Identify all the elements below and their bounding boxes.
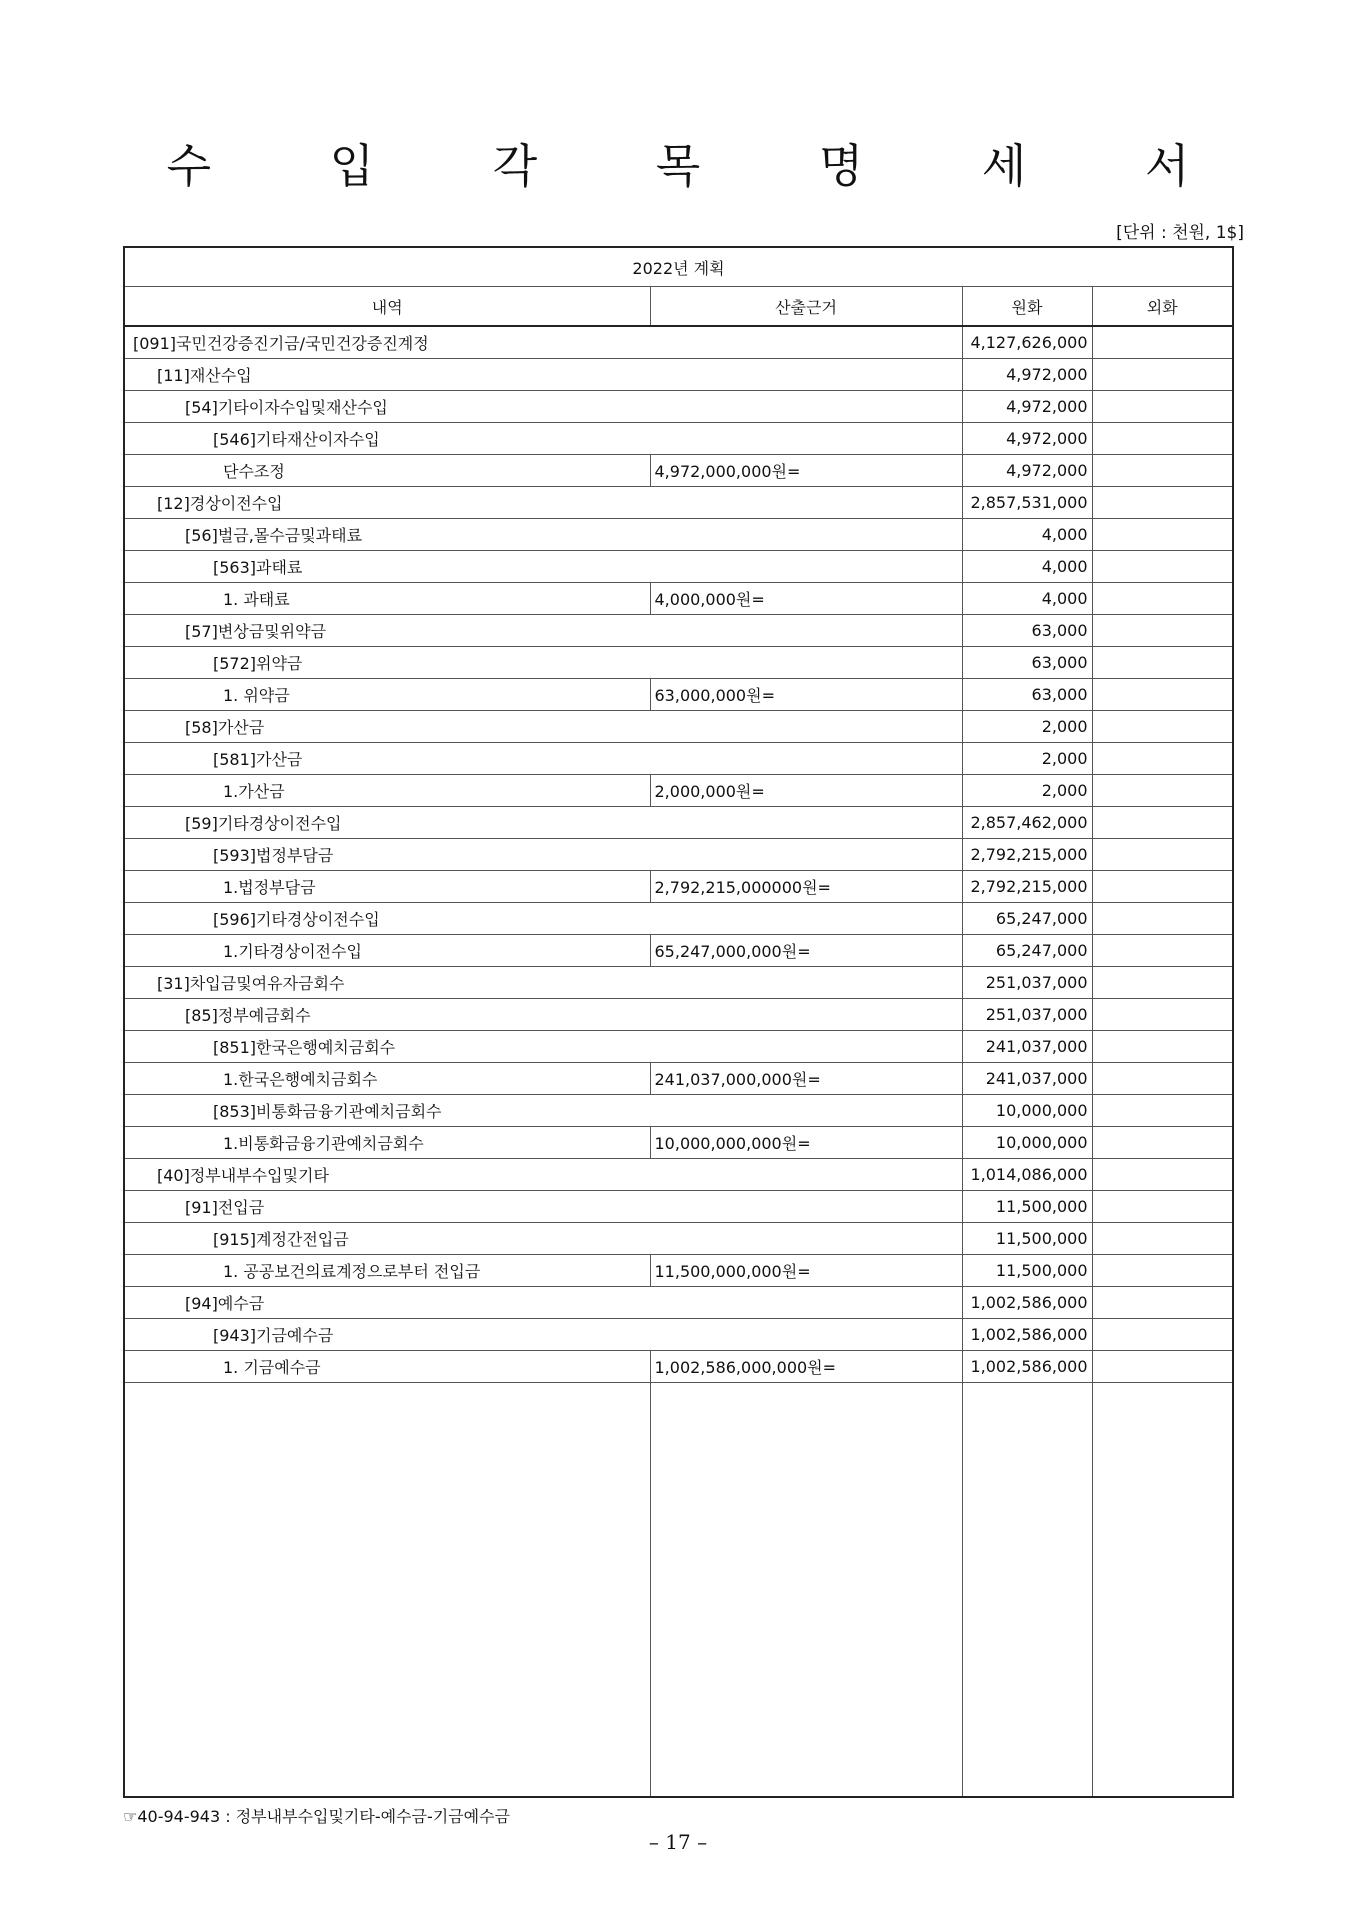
fx-cell [1092, 1319, 1232, 1351]
fx-cell [1092, 326, 1232, 359]
fx-cell [1092, 1223, 1232, 1255]
fx-cell [1092, 807, 1232, 839]
krw-cell: 4,000 [962, 551, 1092, 583]
table-row [125, 1191, 1232, 1223]
table-row [125, 1095, 1232, 1127]
fx-cell [1092, 775, 1232, 807]
item-cell: 1.비통화금융기관예치금회수 [125, 1127, 650, 1159]
table-row [125, 391, 1232, 423]
table-row [125, 551, 1232, 583]
item-cell: [11]재산수입 [125, 359, 962, 391]
item-cell: [57]변상금및위약금 [125, 615, 962, 647]
item-cell: [91]전입금 [125, 1191, 962, 1223]
krw-cell: 4,972,000 [962, 423, 1092, 455]
item-cell: [915]계정간전입금 [125, 1223, 962, 1255]
krw-cell: 11,500,000 [962, 1255, 1092, 1287]
basis-cell: 4,972,000,000원= [650, 455, 962, 487]
fx-cell [1092, 1127, 1232, 1159]
empty-cell [1092, 1383, 1232, 1797]
table-row [125, 519, 1232, 551]
fx-cell [1092, 423, 1232, 455]
fx-cell [1092, 1287, 1232, 1319]
table-row [125, 999, 1232, 1031]
fx-cell [1092, 583, 1232, 615]
item-cell: 1.한국은행예치금회수 [125, 1063, 650, 1095]
item-cell: [596]기타경상이전수입 [125, 903, 962, 935]
krw-cell: 4,972,000 [962, 359, 1092, 391]
table-row [125, 1287, 1232, 1319]
basis-cell: 11,500,000,000원= [650, 1255, 962, 1287]
table-row [125, 711, 1232, 743]
krw-cell: 2,857,462,000 [962, 807, 1092, 839]
table-row [125, 1031, 1232, 1063]
fx-cell [1092, 999, 1232, 1031]
krw-cell: 2,000 [962, 775, 1092, 807]
item-cell: [851]한국은행예치금회수 [125, 1031, 962, 1063]
table-row [125, 1223, 1232, 1255]
table-row [125, 359, 1232, 391]
krw-cell: 241,037,000 [962, 1031, 1092, 1063]
krw-cell: 10,000,000 [962, 1095, 1092, 1127]
fx-cell [1092, 519, 1232, 551]
item-cell: [853]비통화금융기관예치금회수 [125, 1095, 962, 1127]
fx-cell [1092, 455, 1232, 487]
item-cell: [091]국민건강증진기금/국민건강증진계정 [125, 326, 962, 359]
fx-cell [1092, 615, 1232, 647]
fx-cell [1092, 647, 1232, 679]
fx-cell [1092, 1063, 1232, 1095]
krw-cell: 1,014,086,000 [962, 1159, 1092, 1191]
column-header-basis: 산출근거 [650, 287, 962, 327]
item-cell: [572]위약금 [125, 647, 962, 679]
item-cell: 1.가산금 [125, 775, 650, 807]
fx-cell [1092, 551, 1232, 583]
basis-cell: 241,037,000,000원= [650, 1063, 962, 1095]
item-cell: [593]법정부담금 [125, 839, 962, 871]
krw-cell: 10,000,000 [962, 1127, 1092, 1159]
krw-cell: 4,000 [962, 583, 1092, 615]
fx-cell [1092, 967, 1232, 999]
basis-cell: 63,000,000원= [650, 679, 962, 711]
krw-cell: 63,000 [962, 615, 1092, 647]
krw-cell: 65,247,000 [962, 903, 1092, 935]
item-cell: [85]정부예금회수 [125, 999, 962, 1031]
revenue-detail-table [123, 246, 1234, 1798]
column-header-krw: 원화 [962, 287, 1092, 327]
table-row [125, 1255, 1232, 1287]
basis-cell: 2,792,215,000000원= [650, 871, 962, 903]
krw-cell: 11,500,000 [962, 1223, 1092, 1255]
table-row [125, 1351, 1232, 1383]
krw-cell: 241,037,000 [962, 1063, 1092, 1095]
table-row [125, 583, 1232, 615]
item-cell: 1. 과태료 [125, 583, 650, 615]
fx-cell [1092, 711, 1232, 743]
krw-cell: 4,972,000 [962, 391, 1092, 423]
krw-cell: 2,792,215,000 [962, 839, 1092, 871]
unit-label: [단위 : 천원, 1$] [1116, 223, 1244, 243]
empty-filler-row [125, 1383, 1232, 1797]
krw-cell: 1,002,586,000 [962, 1287, 1092, 1319]
krw-cell: 4,972,000 [962, 455, 1092, 487]
table-row [125, 1063, 1232, 1095]
krw-cell: 63,000 [962, 647, 1092, 679]
krw-cell: 2,000 [962, 743, 1092, 775]
item-cell: [54]기타이자수입및재산수입 [125, 391, 962, 423]
item-cell: 1. 위약금 [125, 679, 650, 711]
item-cell: [12]경상이전수입 [125, 487, 962, 519]
table-row [125, 1159, 1232, 1191]
fx-cell [1092, 1095, 1232, 1127]
empty-cell [125, 1383, 650, 1797]
krw-cell: 251,037,000 [962, 967, 1092, 999]
fx-cell [1092, 1191, 1232, 1223]
year-plan-header: 2022년 계획 [125, 248, 1232, 287]
page-number: – 17 – [648, 1830, 708, 1854]
table-row [125, 326, 1232, 359]
krw-cell: 4,000 [962, 519, 1092, 551]
item-cell: 1.기타경상이전수입 [125, 935, 650, 967]
krw-cell: 1,002,586,000 [962, 1351, 1092, 1383]
fx-cell [1092, 391, 1232, 423]
table-row [125, 903, 1232, 935]
table-row [125, 679, 1232, 711]
fx-cell [1092, 871, 1232, 903]
item-cell: [59]기타경상이전수입 [125, 807, 962, 839]
page-title: 수 입 각 목 명 세 서 [166, 139, 1242, 193]
basis-cell: 1,002,586,000,000원= [650, 1351, 962, 1383]
table-row [125, 1319, 1232, 1351]
fx-cell [1092, 487, 1232, 519]
item-cell: 1.법정부담금 [125, 871, 650, 903]
fx-cell [1092, 1159, 1232, 1191]
table-row [125, 487, 1232, 519]
krw-cell: 2,857,531,000 [962, 487, 1092, 519]
krw-cell: 11,500,000 [962, 1191, 1092, 1223]
fx-cell [1092, 839, 1232, 871]
table-row [125, 871, 1232, 903]
fx-cell [1092, 1255, 1232, 1287]
item-cell: [581]가산금 [125, 743, 962, 775]
table-row [125, 423, 1232, 455]
item-cell: [58]가산금 [125, 711, 962, 743]
item-cell: [31]차입금및여유자금회수 [125, 967, 962, 999]
basis-cell: 4,000,000원= [650, 583, 962, 615]
table-row [125, 615, 1232, 647]
column-header-item: 내역 [125, 287, 650, 327]
krw-cell: 1,002,586,000 [962, 1319, 1092, 1351]
item-cell: [56]벌금,몰수금및과태료 [125, 519, 962, 551]
item-cell: 1. 기금예수금 [125, 1351, 650, 1383]
table-row [125, 807, 1232, 839]
item-cell: [40]정부내부수입및기타 [125, 1159, 962, 1191]
krw-cell: 2,792,215,000 [962, 871, 1092, 903]
table-row [125, 775, 1232, 807]
fx-cell [1092, 1031, 1232, 1063]
fx-cell [1092, 743, 1232, 775]
krw-cell: 4,127,626,000 [962, 326, 1092, 359]
empty-cell [962, 1383, 1092, 1797]
footnote: ☞40-94-943 : 정부내부수입및기타-예수금-기금예수금 [123, 1807, 511, 1826]
item-cell: [563]과태료 [125, 551, 962, 583]
fx-cell [1092, 935, 1232, 967]
table-row [125, 455, 1232, 487]
fx-cell [1092, 679, 1232, 711]
fx-cell [1092, 903, 1232, 935]
fx-cell [1092, 359, 1232, 391]
item-cell: 1. 공공보건의료계정으로부터 전입금 [125, 1255, 650, 1287]
item-cell: 단수조정 [125, 455, 650, 487]
basis-cell: 2,000,000원= [650, 775, 962, 807]
item-cell: [546]기타재산이자수입 [125, 423, 962, 455]
empty-cell [650, 1383, 962, 1797]
krw-cell: 63,000 [962, 679, 1092, 711]
table-row [125, 839, 1232, 871]
krw-cell: 251,037,000 [962, 999, 1092, 1031]
table-row [125, 935, 1232, 967]
table-row [125, 647, 1232, 679]
fx-cell [1092, 1351, 1232, 1383]
item-cell: [94]예수금 [125, 1287, 962, 1319]
krw-cell: 65,247,000 [962, 935, 1092, 967]
table-row [125, 1127, 1232, 1159]
table-row [125, 743, 1232, 775]
item-cell: [943]기금예수금 [125, 1319, 962, 1351]
krw-cell: 2,000 [962, 711, 1092, 743]
basis-cell: 10,000,000,000원= [650, 1127, 962, 1159]
basis-cell: 65,247,000,000원= [650, 935, 962, 967]
table-row [125, 967, 1232, 999]
column-header-fx: 외화 [1092, 287, 1232, 327]
